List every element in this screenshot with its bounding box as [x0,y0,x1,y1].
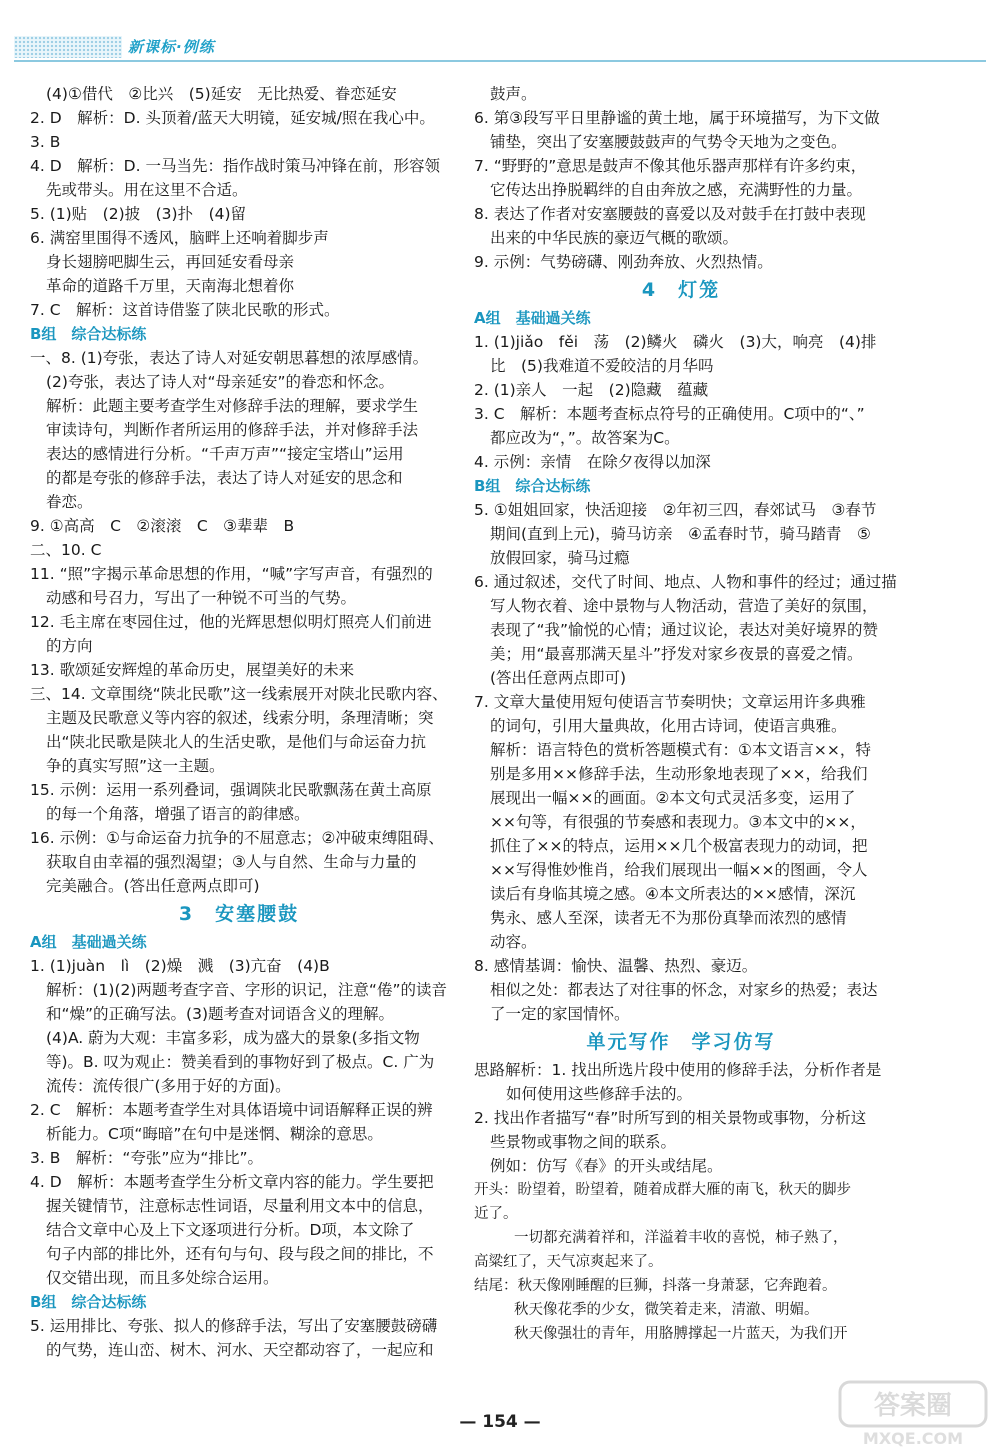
answer-line: 先或带头。用在这里不合适。 [46,181,248,199]
answer-line: 一切都充满着祥和，洋溢着丰收的喜悦，柿子熟了， [514,1230,848,1246]
answer-line: 句子内部的排比外，还有句与句、段与段之间的排比，不 [46,1245,434,1263]
answer-line: 放假回家，骑马过瘾 [490,549,630,567]
answer-line: 6. 通过叙述，交代了时间、地点、人物和事件的经过；通过描 [474,573,897,591]
answer-line: 抓住了××的特点，运用××几个极富表现力的动词，把 [490,837,868,855]
answer-line: 一、8. (1)夸张，表达了诗人对延安朝思暮想的浓厚感情。 [30,349,429,367]
answer-line: 和“燥”的正确写法。(3)题考查对词语含义的理解。 [46,1005,395,1023]
answer-line: 等)。B. 叹为观止：赞美看到的事物好到了极点。C. 广为 [46,1053,435,1071]
answer-line: 13. 歌颂延安辉煌的革命历史，展望美好的未来 [30,661,355,679]
group-heading: A组 基础過关练 [474,309,591,327]
answer-line: ××句等，有很强的节奏感和表现力。③本文中的××， [490,813,866,831]
group-heading: B组 综合达标练 [30,325,147,343]
answer-line: 三、14. 文章围绕“陕北民歌”这一线索展开对陕北民歌内容、 [30,685,448,703]
answer-line: 4. D 解析：本题考查学生分析文章内容的能力。学生要把 [30,1173,434,1191]
answer-line: 握关键情节，注意标志性词语，尽量利用文本中的信息， [46,1197,434,1215]
answer-line: 鼓声。 [490,85,537,103]
answer-line: 了一定的家国情怀。 [490,1005,630,1023]
header-decoration [14,36,122,58]
answer-line: 解析：此题主要考查学生对修辞手法的理解，要求学生 [46,397,419,415]
answer-line: 隽永、感人至深，读者无不为那份真挚而浓烈的感情 [490,909,847,927]
answer-line: 流传：流传很广(多用于好的方面)。 [46,1077,291,1095]
answer-line: 秋天像花季的少女，微笑着走来，清澈、明媚。 [514,1302,819,1318]
answer-line: 6. 第③段写平日里静谧的黄土地，属于环境描写，为下文做 [474,109,880,127]
answer-line: 2. 找出作者描写“春”时所写到的相关景物或事物，分析这 [474,1109,867,1127]
answer-line: 3. B 解析：“夸张”应为“排比”。 [30,1149,263,1167]
answer-line: 1. (1)jiǎo fěi 荡 (2)鳞火 磷火 (3)大，响亮 (4)排 [474,333,877,351]
answer-line: 9. 示例：气势磅礴、刚劲奔放、火烈热情。 [474,253,773,271]
header-rule [14,60,986,62]
answer-line: 它传达出挣脱羁绊的自由奔放之感，充满野性的力量。 [490,181,863,199]
answer-line: 秋天像强壮的青年，用胳膊撑起一片蓝天，为我们开 [514,1326,848,1342]
answer-line: (4)①借代 ②比兴 (5)延安 无比热爱、眷恋延安 [46,85,397,103]
answer-line: 相似之处：都表达了对往事的怀念，对家乡的热爱；表达 [490,981,878,999]
group-heading: B组 综合达标练 [474,477,591,495]
answer-line: 8. 感情基调：愉快、温馨、热烈、豪迈。 [474,957,758,975]
answer-line: 表现了“我”愉悦的心情；通过议论，表达对美好境界的赞 [490,621,879,639]
answer-line: 出来的中华民族的豪迈气概的歌颂。 [490,229,739,247]
answer-line: 获取自由幸福的强烈渴望；③人与自然、生命与力量的 [46,853,417,871]
answer-line: 例如：仿写《春》的开头或结尾。 [490,1157,723,1175]
answer-line: 别是多用××修辞手法，生动形象地表现了××，给我们 [490,765,868,783]
answer-line: 表达的感情进行分析。“千声万声”“接定宝塔山”运用 [46,445,404,463]
answer-line: 7. “野野的”意思是鼓声不像其他乐器声那样有许多约束， [474,157,867,175]
answer-line: 6. 满窑里围得不透风，脑畔上还响着脚步声 [30,229,329,247]
answer-line: 革命的道路千万里，天南海北想着你 [46,277,295,295]
answer-line: 5. 运用排比、夸张、拟人的修辞手法，写出了安塞腰鼓磅礴 [30,1317,438,1335]
svg-text:答案圈: 答案圈 [873,1391,953,1421]
answer-line: 争的真实写照”这一主题。 [46,757,225,775]
answer-line: 动感和号召力，写出了一种锐不可当的气势。 [46,589,357,607]
answer-line: 的都是夸张的修辞手法，表达了诗人对延安的思念和 [46,469,403,487]
answer-line: 美；用“最喜那满天星斗”抒发对家乡夜景的喜爱之情。 [490,645,863,663]
header-series-title: 新课标·例练 [128,38,215,56]
section-title: 4 灯笼 [641,279,721,301]
answer-line: 结合文章中心及上下文逐项进行分析。D项，本文除了 [46,1221,415,1239]
answer-line: 仅交错出现，而且多处综合运用。 [46,1269,279,1287]
answer-line: 12. 毛主席在枣园住过，他的光辉思想似明灯照亮人们前进 [30,613,432,631]
svg-text:MXQE.COM: MXQE.COM [862,1429,964,1448]
answer-line: 近了。 [474,1206,518,1222]
answer-line: 出“陕北民歌是陕北人的生活史歌，是他们与命运奋力抗 [46,733,427,751]
answer-line: (2)夸张，表达了诗人对“母亲延安”的眷恋和怀念。 [46,373,395,391]
answer-line: 期间(直到上元)，骑马访亲 ④孟春时节，骑马踏青 ⑤ [490,525,871,543]
answer-line: 展现出一幅××的画面。②本文句式灵活多变，运用了 [490,789,856,807]
answer-line: 1. (1)juàn lì (2)燥 溅 (3)亢奋 (4)B [30,957,330,975]
answer-line: 5. (1)贴 (2)披 (3)扑 (4)留 [30,205,247,223]
answer-line: (4)A. 蔚为大观：丰富多彩，成为盛大的景象(多指文物 [46,1029,420,1047]
left-column [30,82,448,1362]
group-heading: B组 综合达标练 [30,1293,147,1311]
answer-line: 完美融合。(答出任意两点即可) [46,877,260,895]
answer-line: 11. “照”字揭示革命思想的作用，“喊”字写声音，有强烈的 [30,565,433,583]
answer-line: 的方向 [46,637,93,655]
answer-line: 2. C 解析：本题考查学生对具体语境中词语解释正误的辨 [30,1101,433,1119]
page-number: — 154 — [459,1412,541,1432]
answer-line: 结尾：秋天像刚睡醒的巨狮，抖落一身萧瑟，它奔跑着。 [474,1278,837,1294]
answer-line: 比 (5)我难道不爱皎洁的月华吗 [490,357,714,375]
answer-line: 16. 示例：①与命运奋力抗争的不屈意志；②冲破束缚阻碍、 [30,829,444,847]
watermark-logo [838,1380,988,1450]
answer-line: 主题及民歌意义等内容的叙述，线索分明，条理清晰；突 [46,709,434,727]
section-title: 3 安塞腰鼓 [178,903,300,925]
answer-line: 高粱红了，天气凉爽起来了。 [474,1254,663,1270]
answer-line: 5. ①姐姐回家，快活迎接 ②年初三四，春郊试马 ③春节 [474,501,877,519]
answer-line: ××写得惟妙惟肖，给我们展现出一幅××的图画，令人 [490,861,868,879]
answer-line: 7. C 解析：这首诗借鉴了陕北民歌的形式。 [30,301,340,319]
answer-line: 4. 示例：亲情 在除夕夜得以加深 [474,453,711,471]
group-heading: A组 基础過关练 [30,933,147,951]
answer-line: 开头：盼望着，盼望着，随着成群大雁的南飞，秋天的脚步 [474,1182,851,1198]
answer-line: 2. D 解析：D. 头顶着/蓝天大明镜，延安城/照在我心中。 [30,109,435,127]
answer-line: 解析：语言特色的赏析答题模式有：①本文语言××，特 [490,741,871,759]
answer-line: 3. C 解析：本题考查标点符号的正确使用。C项中的“、” [474,405,865,423]
answer-line: 2. (1)亲人 一起 (2)隐藏 蕴藏 [474,381,709,399]
section-title: 单元写作 学习仿写 [586,1031,776,1053]
answer-line: 眷恋。 [46,493,93,511]
answer-line: 的每一个角落，增强了语言的韵律感。 [46,805,310,823]
answer-line: (答出任意两点即可) [490,669,627,687]
answer-line: 9. ①高高 C ②滚滚 C ③辈辈 B [30,517,295,535]
answer-line: 4. D 解析：D. 一马当先：指作战时策马冲锋在前，形容领 [30,157,440,175]
answer-line: 的气势，连山峦、树木、河水、天空都动容了，一起应和 [46,1341,434,1359]
answer-line: 7. 文章大量使用短句使语言节奏明快；文章运用许多典雅 [474,693,866,711]
answer-line: 如何使用这些修辞手法的。 [506,1085,693,1103]
answer-line: 读后有身临其境之感。④本文所表达的××感情，深沉 [490,885,856,903]
answer-line: 身长翅膀吧脚生云，再回延安看母亲 [46,253,295,271]
answer-line: 都应改为“，”。故答案为C。 [490,429,680,447]
answer-line: 解析：(1)(2)两题考查字音、字形的识记，注意“倦”的读音 [46,981,447,999]
answer-line: 15. 示例：运用一系列叠词，强调陕北民歌飘荡在黄土高原 [30,781,432,799]
answer-line: 写人物衣着、途中景物与人物活动，营造了美好的氛围， [490,597,878,615]
answer-line: 审读诗句，判断作者所运用的修辞手法，并对修辞手法 [46,421,419,439]
answer-line: 3. B [30,133,61,151]
answer-line: 的词句，引用大量典故，化用古诗词，使语言典雅。 [490,717,847,735]
answer-line: 二、10. C [30,541,102,559]
right-column [474,82,897,1346]
answer-line: 思路解析：1. 找出所选片段中使用的修辞手法，分析作者是 [474,1061,882,1079]
answer-line: 动容。 [490,933,537,951]
answer-line: 些景物或事物之间的联系。 [490,1133,677,1151]
answer-line: 8. 表达了作者对安塞腰鼓的喜爱以及对鼓手在打鼓中表现 [474,205,866,223]
answer-line: 铺垫，突出了安塞腰鼓鼓声的气势令天地为之变色。 [490,133,847,151]
answer-line: 析能力。C项“晦暗”在句中是迷惘、糊涂的意思。 [46,1125,383,1143]
